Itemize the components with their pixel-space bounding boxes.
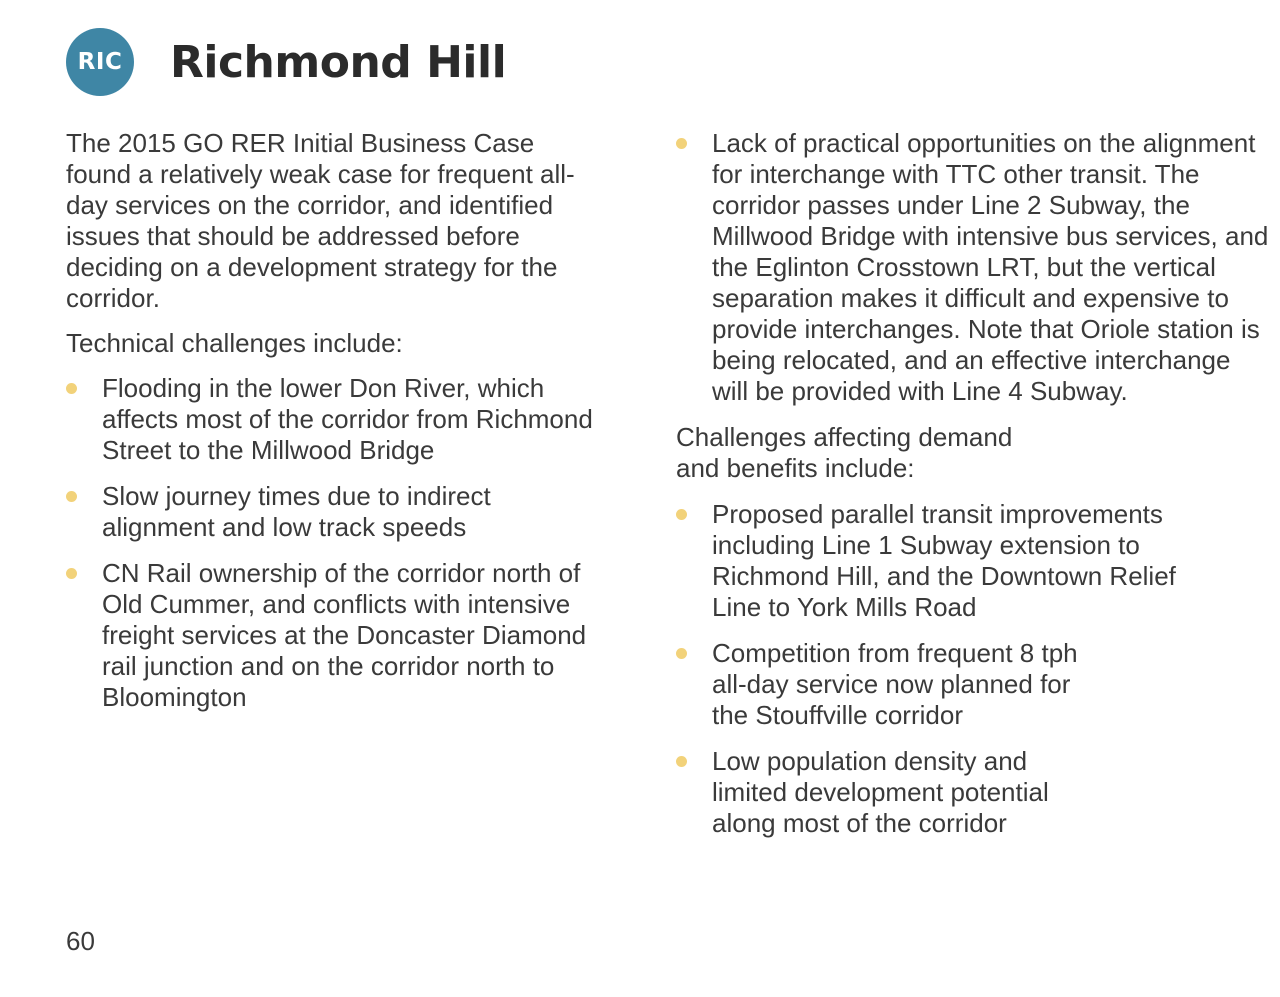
- list-item-text: Competition from frequent 8 tph all-day service now planned for the Stouffville corridor: [712, 638, 1078, 730]
- list-item-text: Proposed parallel transit improvements including Line 1 Subway extension to Richmond Hill, and the Downtown Relief Line to York Mills Road: [712, 499, 1176, 622]
- bullet-dot-icon: [676, 509, 687, 520]
- corridor-badge: RIC: [66, 28, 134, 96]
- list-item-text: CN Rail ownership of the corridor north of Old Cummer, and conflicts with intensive freight services at the Doncaster Diamond rail junction and on the corridor north to Bloomington: [102, 558, 587, 712]
- intro-paragraph: The 2015 GO RER Initial Business Case found a relatively weak case for frequent all-day services on the corridor, and identified issues that should be addressed before deciding on a development strategy for the corridor.: [66, 128, 575, 313]
- list-item-text: Lack of practical opportunities on the alignment for interchange with TTC other transit. The corridor passes under Line 2 Subway, the Millwood Bridge with intensive bus services, and the Eglinton Crosstown LRT, but the vertical separation makes it difficult and expensive to provide interchanges. Note that Oriole station is being relocated, and an effective interchange will be provided with Line 4 Subway.: [712, 128, 1269, 406]
- list-item: [66, 481, 542, 543]
- list-item: [676, 128, 1272, 407]
- bullet-dot-icon: [66, 568, 77, 579]
- list-item: [676, 499, 1192, 623]
- demand-challenges-list: [676, 499, 1266, 839]
- bullet-dot-icon: [676, 138, 687, 149]
- technical-challenges-list: [66, 373, 626, 713]
- bullet-dot-icon: [66, 383, 77, 394]
- page-title: Richmond Hill: [170, 36, 507, 88]
- bullet-dot-icon: [66, 491, 77, 502]
- bullet-dot-icon: [676, 648, 687, 659]
- page-header: [66, 28, 506, 96]
- list-item-text: Slow journey times due to indirect alignment and low track speeds: [102, 481, 491, 542]
- demand-challenges-heading: Challenges affecting demand and benefits include:: [676, 422, 1013, 483]
- list-item: [66, 373, 626, 466]
- list-item: [676, 746, 1092, 839]
- page-number: 60: [66, 926, 95, 956]
- bullet-dot-icon: [676, 756, 687, 767]
- list-item: [66, 558, 612, 713]
- right-column: [676, 128, 1269, 854]
- interchange-list: [676, 128, 1269, 407]
- left-column: [66, 128, 626, 728]
- list-item-text: Low population density and limited development potential along most of the corridor: [712, 746, 1049, 838]
- technical-challenges-heading: Technical challenges include:: [66, 328, 403, 358]
- list-item-text: Flooding in the lower Don River, which affects most of the corridor from Richmond Street to the Millwood Bridge: [102, 373, 593, 465]
- list-item: [676, 638, 1102, 731]
